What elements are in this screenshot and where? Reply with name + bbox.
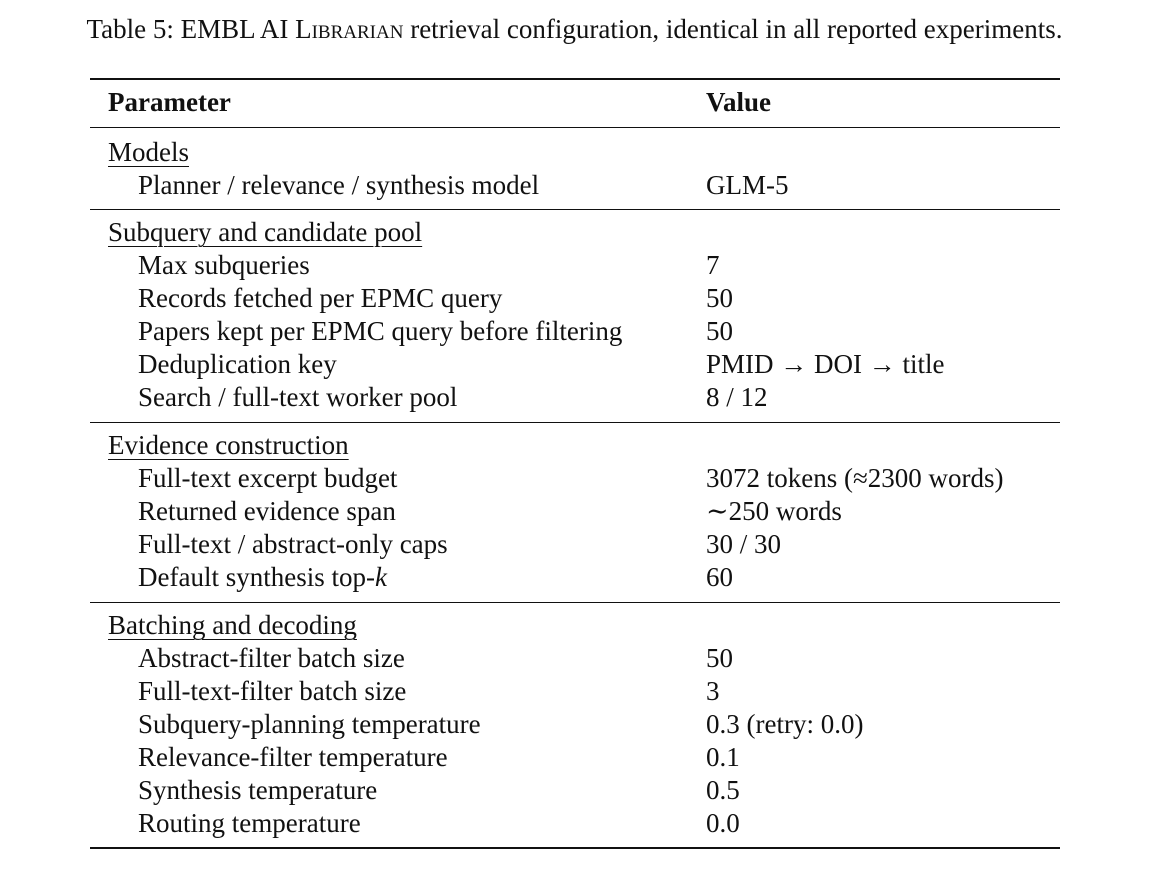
- table-row: [0, 807, 1149, 840]
- table-row: [0, 381, 1149, 414]
- parameter-cell: Returned evidence span: [138, 496, 396, 526]
- value-cell: 3072 tokens (≈2300 words): [706, 463, 1004, 493]
- table-row: [0, 561, 1149, 594]
- header-parameter: Parameter: [108, 87, 231, 117]
- group-title-row: [0, 216, 1149, 249]
- value-cell: 30 / 30: [706, 529, 782, 559]
- value-cell: 8 / 12: [706, 382, 768, 412]
- parameter-text: Default synthesis top-: [138, 562, 375, 592]
- parameter-math-k: k: [374, 562, 387, 592]
- parameter-cell: Routing temperature: [138, 808, 361, 838]
- caption-text: retrieval configuration, identical in all reported experiments.: [410, 14, 1063, 44]
- parameter-cell: Full-text excerpt budget: [138, 463, 398, 493]
- value-cell: 60: [706, 562, 733, 592]
- value-cell: ∼250 words: [706, 496, 842, 526]
- table-row: [0, 642, 1149, 675]
- group-title-row: [0, 609, 1149, 642]
- value-cell: 3: [706, 676, 720, 706]
- table-row: [0, 169, 1149, 202]
- parameter-cell: Subquery-planning temperature: [138, 709, 481, 739]
- parameter-cell: Records fetched per EPMC query: [138, 283, 503, 313]
- table-row: [0, 741, 1149, 774]
- table-row: [0, 774, 1149, 807]
- group-rule: [90, 602, 1060, 603]
- table-top-rule: [90, 78, 1060, 80]
- table-bottom-rule: [90, 847, 1060, 849]
- table-row: [0, 348, 1149, 381]
- value-cell: 50: [706, 643, 733, 673]
- header-rule: [90, 127, 1060, 128]
- table-caption: [0, 12, 1149, 46]
- value-cell: 0.1: [706, 742, 740, 772]
- parameter-cell: Full-text / abstract-only caps: [138, 529, 448, 559]
- value-cell: 50: [706, 283, 733, 313]
- parameter-cell: Full-text-filter batch size: [138, 676, 407, 706]
- group-title: Subquery and candidate pool: [108, 217, 423, 247]
- table-row: [0, 708, 1149, 741]
- table-header-row: [0, 86, 1149, 119]
- group-title: Models: [108, 137, 189, 167]
- parameter-cell: Relevance-filter temperature: [138, 742, 448, 772]
- parameter-cell: Synthesis temperature: [138, 775, 378, 805]
- caption-label: Table 5:: [86, 14, 174, 44]
- group-title-row: [0, 429, 1149, 462]
- caption-name-a: EMBL AI: [180, 14, 289, 44]
- table-row: [0, 675, 1149, 708]
- table-row: [0, 495, 1149, 528]
- table-row: [0, 282, 1149, 315]
- value-cell: PMID → DOI → title: [706, 349, 945, 379]
- value-cell: 0.3 (retry: 0.0): [706, 709, 864, 739]
- group-rule: [90, 422, 1060, 423]
- parameter-cell: [138, 561, 387, 594]
- group-title-row: [0, 136, 1149, 169]
- header-value: Value: [706, 87, 772, 117]
- table-row: [0, 315, 1149, 348]
- group-title: Batching and decoding: [108, 610, 357, 640]
- caption-name-b: Librarian: [295, 14, 404, 44]
- parameter-cell: Papers kept per EPMC query before filtering: [138, 316, 623, 346]
- group-rule: [90, 209, 1060, 210]
- table-row: [0, 462, 1149, 495]
- value-cell: 7: [706, 250, 720, 280]
- table-row: [0, 528, 1149, 561]
- group-title: Evidence construction: [108, 430, 349, 460]
- value-cell: 50: [706, 316, 733, 346]
- value-cell: GLM-5: [706, 170, 789, 200]
- value-cell: 0.5: [706, 775, 740, 805]
- parameter-cell: Planner / relevance / synthesis model: [138, 170, 540, 200]
- parameter-cell: Abstract-filter batch size: [138, 643, 405, 673]
- parameter-cell: Max subqueries: [138, 250, 310, 280]
- parameter-cell: Deduplication key: [138, 349, 337, 379]
- value-cell: 0.0: [706, 808, 740, 838]
- table-row: [0, 249, 1149, 282]
- parameter-cell: Search / full-text worker pool: [138, 382, 458, 412]
